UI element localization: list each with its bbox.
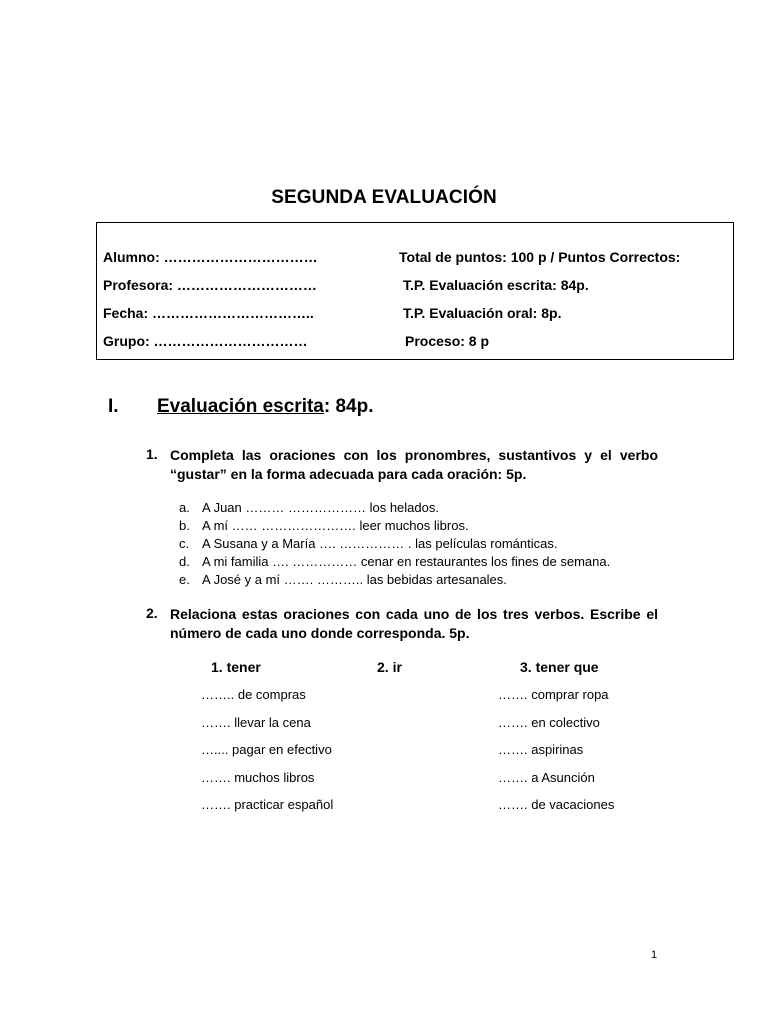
verb-heading-tener-que: 3. tener que bbox=[520, 659, 599, 675]
item-letter: b. bbox=[179, 518, 190, 533]
item-text: A mí …… …………………. leer muchos libros. bbox=[202, 518, 469, 533]
page-title: SEGUNDA EVALUACIÓN bbox=[271, 187, 497, 208]
match-left-2: ……. llevar la cena bbox=[201, 715, 311, 730]
student-name-field: Alumno: …………………………… bbox=[103, 249, 318, 265]
page-number: 1 bbox=[651, 949, 658, 961]
item-letter: e. bbox=[179, 572, 190, 587]
match-right-1: ……. comprar ropa bbox=[498, 687, 609, 702]
item-letter: a. bbox=[179, 500, 190, 515]
match-left-1: …….. de compras bbox=[201, 687, 306, 702]
oral-eval-points: T.P. Evaluación oral: 8p. bbox=[403, 305, 562, 321]
question-2-number: 2. bbox=[146, 605, 158, 621]
match-left-3: ….... pagar en efectivo bbox=[201, 742, 332, 757]
date-field: Fecha: …………………………….. bbox=[103, 305, 314, 321]
teacher-field: Profesora: ………………………… bbox=[103, 277, 317, 293]
item-text: A mi familia …. …………… cenar en restaurantes los fines de semana. bbox=[202, 554, 611, 569]
total-points-label: Total de puntos: 100 p / Puntos Correctos: bbox=[399, 249, 681, 265]
question-1-number: 1. bbox=[146, 446, 158, 462]
item-letter: d. bbox=[179, 554, 190, 569]
item-text: A Juan ……… ……………… los helados. bbox=[202, 500, 439, 515]
verb-heading-tener: 1. tener bbox=[211, 659, 261, 675]
section-points: : 84p. bbox=[323, 396, 374, 417]
match-right-2: ……. en colectivo bbox=[498, 715, 600, 730]
question-1-text: Completa las oraciones con los pronombres, sustantivos y el verbo “gustar” en la forma adecuada para cada oración: 5p. bbox=[170, 447, 658, 482]
match-right-5: ……. de vacaciones bbox=[498, 797, 615, 812]
match-right-4: ……. a Asunción bbox=[498, 770, 595, 785]
group-field: Grupo: …………………………… bbox=[103, 333, 308, 349]
verb-heading-ir: 2. ir bbox=[377, 659, 402, 675]
item-text: A Susana y a María …. …………… . las películas románticas. bbox=[202, 536, 558, 551]
item-text: A José y a mí ……. ……….. las bebidas artesanales. bbox=[202, 572, 507, 587]
match-right-3: ……. aspirinas bbox=[498, 742, 584, 757]
written-eval-points: T.P. Evaluación escrita: 84p. bbox=[403, 277, 589, 293]
item-letter: c. bbox=[179, 536, 190, 551]
process-points: Proceso: 8 p bbox=[405, 333, 490, 349]
section-title: Evaluación escrita bbox=[157, 396, 324, 417]
match-left-5: ……. practicar español bbox=[201, 797, 334, 812]
section-number: I. bbox=[108, 396, 119, 417]
section-heading bbox=[157, 396, 374, 418]
match-left-4: ……. muchos libros bbox=[201, 770, 315, 785]
question-2-text: Relaciona estas oraciones con cada uno de los tres verbos. Escribe el número de cada uno donde corresponda. 5p. bbox=[170, 606, 658, 641]
